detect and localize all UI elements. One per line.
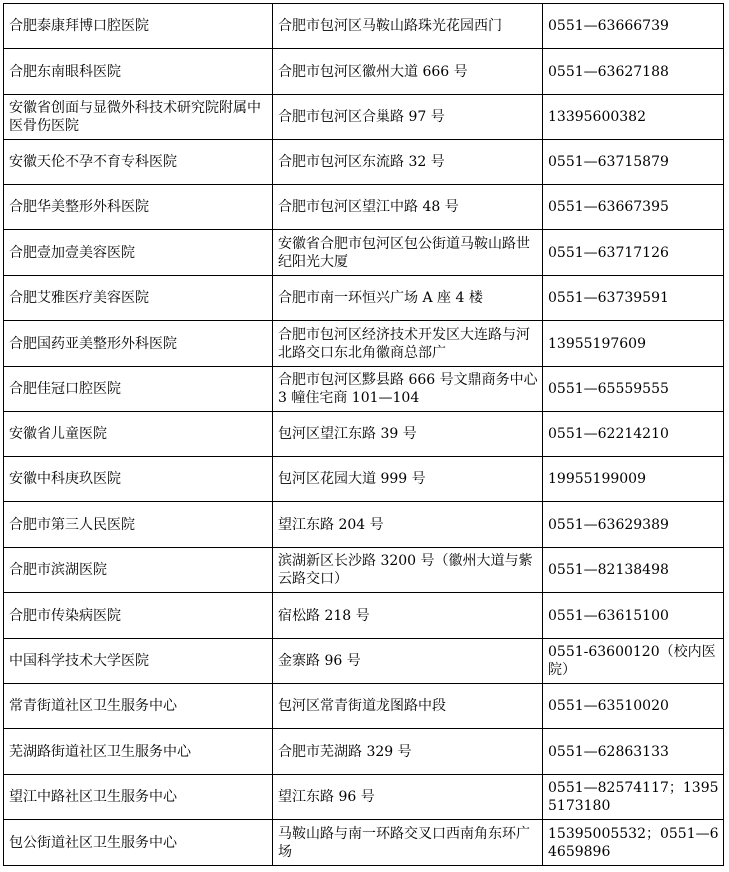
hospital-name: 安徽天伦不孕不育专科医院 <box>4 140 273 185</box>
hospital-name: 合肥市滨湖医院 <box>4 548 273 593</box>
hospital-name: 望江中路社区卫生服务中心 <box>4 775 273 820</box>
hospital-name: 安徽省创面与显微外科技术研究院附属中医骨伤医院 <box>4 95 273 140</box>
hospital-address: 合肥市包河区东流路 32 号 <box>273 140 543 185</box>
hospital-name: 合肥佳冠口腔医院 <box>4 367 273 412</box>
table-row <box>4 276 724 321</box>
hospital-name: 安徽省儿童医院 <box>4 412 273 457</box>
hospital-address: 合肥市包河区合巢路 97 号 <box>273 95 543 140</box>
table-row <box>4 684 724 729</box>
hospital-address: 宿松路 218 号 <box>273 593 543 639</box>
hospital-phone: 0551—62214210 <box>543 412 724 457</box>
hospital-name: 合肥东南眼科医院 <box>4 49 273 95</box>
hospital-address: 包河区望江东路 39 号 <box>273 412 543 457</box>
hospital-phone: 0551—62863133 <box>543 729 724 775</box>
hospital-name: 合肥国药亚美整形外科医院 <box>4 321 273 367</box>
hospital-name: 芜湖路街道社区卫生服务中心 <box>4 729 273 775</box>
hospital-phone: 0551—63629389 <box>543 502 724 548</box>
hospital-address: 安徽省合肥市包河区包公街道马鞍山路世纪阳光大厦 <box>273 230 543 276</box>
hospital-name: 合肥华美整形外科医院 <box>4 185 273 230</box>
table-row <box>4 49 724 95</box>
hospital-address: 望江东路 204 号 <box>273 502 543 548</box>
table-row <box>4 230 724 276</box>
hospital-phone: 0551—63739591 <box>543 276 724 321</box>
hospital-address: 合肥市南一环恒兴广场 A 座 4 楼 <box>273 276 543 321</box>
hospital-phone: 0551—63615100 <box>543 593 724 639</box>
hospital-address: 合肥市包河区马鞍山路珠光花园西门 <box>273 4 543 49</box>
table-row <box>4 367 724 412</box>
hospital-address: 滨湖新区长沙路 3200 号（徽州大道与紫云路交口） <box>273 548 543 593</box>
hospital-address: 合肥市包河区徽州大道 666 号 <box>273 49 543 95</box>
hospital-name: 常青街道社区卫生服务中心 <box>4 684 273 729</box>
hospital-name: 合肥市第三人民医院 <box>4 502 273 548</box>
table-row <box>4 321 724 367</box>
hospital-name: 合肥市传染病医院 <box>4 593 273 639</box>
table-row <box>4 775 724 820</box>
table-row <box>4 95 724 140</box>
table-row <box>4 593 724 639</box>
hospital-address: 马鞍山路与南一环路交叉口西南角东环广场 <box>273 820 543 866</box>
hospital-phone: 0551—63627188 <box>543 49 724 95</box>
table-row <box>4 548 724 593</box>
hospital-phone: 0551—82138498 <box>543 548 724 593</box>
table-row <box>4 457 724 502</box>
hospital-phone: 0551—63667395 <box>543 185 724 230</box>
hospital-address: 望江东路 96 号 <box>273 775 543 820</box>
table-row <box>4 639 724 684</box>
hospital-name: 安徽中科庚玖医院 <box>4 457 273 502</box>
table-row <box>4 185 724 230</box>
table-row <box>4 4 724 49</box>
hospital-phone: 0551-63600120（校内医院） <box>543 639 724 684</box>
hospital-address: 合肥市包河区望江中路 48 号 <box>273 185 543 230</box>
hospital-phone: 0551—65559555 <box>543 367 724 412</box>
hospital-phone: 0551—63510020 <box>543 684 724 729</box>
table-row <box>4 729 724 775</box>
hospital-name: 合肥艾雅医疗美容医院 <box>4 276 273 321</box>
hospital-phone: 0551—63715879 <box>543 140 724 185</box>
hospital-name: 中国科学技术大学医院 <box>4 639 273 684</box>
hospital-address: 合肥市芜湖路 329 号 <box>273 729 543 775</box>
hospital-phone: 13955197609 <box>543 321 724 367</box>
hospital-address: 包河区花园大道 999 号 <box>273 457 543 502</box>
hospital-address: 金寨路 96 号 <box>273 639 543 684</box>
table-row <box>4 140 724 185</box>
hospital-name: 合肥泰康拜博口腔医院 <box>4 4 273 49</box>
hospital-address: 合肥市包河区黟县路 666 号文鼎商务中心 3 幢住宅商 101—104 <box>273 367 543 412</box>
hospital-phone: 0551—82574117；13955173180 <box>543 775 724 820</box>
hospital-phone: 0551—63666739 <box>543 4 724 49</box>
hospital-phone: 13395600382 <box>543 95 724 140</box>
hospital-name: 包公街道社区卫生服务中心 <box>4 820 273 866</box>
hospital-phone: 19955199009 <box>543 457 724 502</box>
table-row <box>4 412 724 457</box>
hospital-table <box>3 3 724 866</box>
table-row <box>4 502 724 548</box>
hospital-name: 合肥壹加壹美容医院 <box>4 230 273 276</box>
hospital-address: 合肥市包河区经济技术开发区大连路与河北路交口东北角徽商总部广 <box>273 321 543 367</box>
hospital-phone: 15395005532；0551—64659896 <box>543 820 724 866</box>
table-row <box>4 820 724 866</box>
hospital-phone: 0551—63717126 <box>543 230 724 276</box>
hospital-address: 包河区常青街道龙图路中段 <box>273 684 543 729</box>
